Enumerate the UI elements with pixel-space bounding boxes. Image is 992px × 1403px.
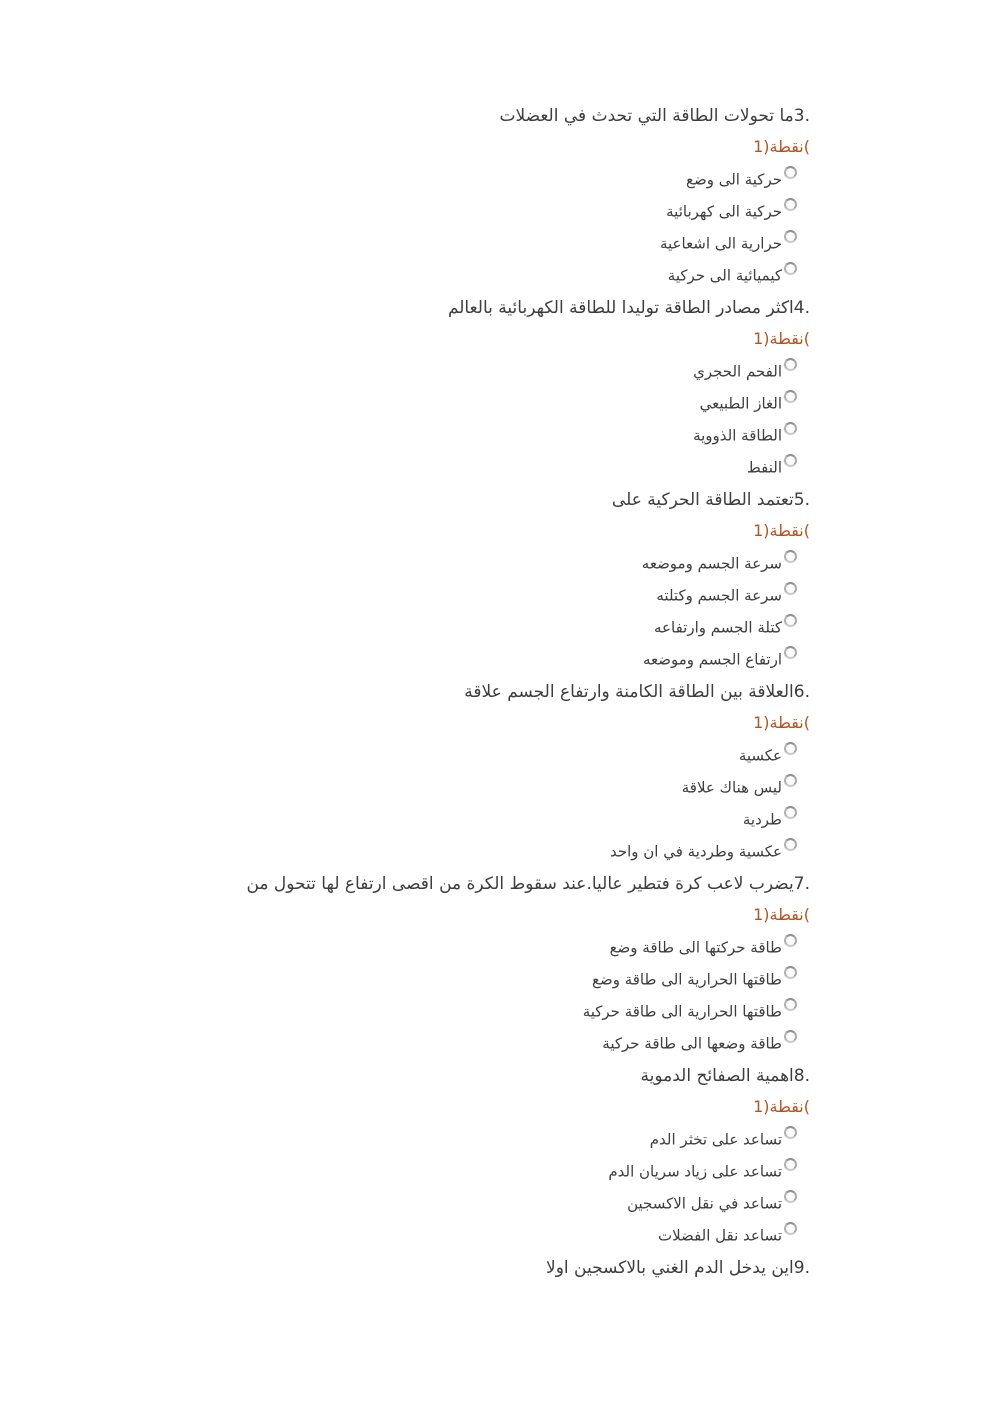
option-label[interactable]: تساعد على تخثر الدم: [649, 1130, 782, 1149]
question-title: .9اين يدخل الدم الغني بالاكسجين اولا: [546, 1258, 810, 1278]
answer-option[interactable]: [20, 611, 810, 643]
question-points: [20, 903, 810, 927]
answer-option[interactable]: [20, 451, 810, 483]
options-group: [20, 355, 810, 483]
option-label[interactable]: طاقة حركتها الى طاقة وضع: [609, 938, 782, 957]
question-title: .7يضرب لاعب كرة فتطير عاليا.عند سقوط الكرة من اقصى ارتفاع لها تتحول من: [246, 874, 810, 894]
option-label[interactable]: الغاز الطبيعي: [699, 394, 782, 413]
answer-option[interactable]: [20, 419, 810, 451]
options-group: [20, 1123, 810, 1251]
option-label[interactable]: طاقتها الحرارية الى طاقة وضع: [591, 970, 782, 989]
answer-option[interactable]: [20, 387, 810, 419]
option-label[interactable]: سرعة الجسم وكتلته: [656, 586, 782, 605]
radio-button-icon[interactable]: [784, 742, 797, 755]
answer-option[interactable]: [20, 163, 810, 195]
question-title: .4اكثر مصادر الطاقة توليدا للطاقة الكهربائية بالعالم: [447, 298, 810, 318]
radio-button-icon[interactable]: [784, 934, 797, 947]
quiz-form: [20, 103, 810, 1281]
radio-button-icon[interactable]: [784, 390, 797, 403]
radio-button-icon[interactable]: [784, 230, 797, 243]
option-label[interactable]: تساعد في نقل الاكسجين: [627, 1194, 782, 1213]
radio-button-icon[interactable]: [784, 582, 797, 595]
options-group: [20, 163, 810, 291]
options-group: [20, 931, 810, 1059]
answer-option[interactable]: [20, 803, 810, 835]
answer-option[interactable]: [20, 835, 810, 867]
options-group: [20, 547, 810, 675]
points-label: 1)نقطة(: [753, 137, 810, 156]
points-label: 1)نقطة(: [753, 713, 810, 732]
option-label[interactable]: عكسية وطردية في ان واحد: [609, 842, 782, 861]
radio-button-icon[interactable]: [784, 998, 797, 1011]
question-points: [20, 327, 810, 351]
radio-button-icon[interactable]: [784, 646, 797, 659]
option-label[interactable]: حرارية الى اشعاعية: [659, 234, 782, 253]
radio-button-icon[interactable]: [784, 1222, 797, 1235]
answer-option[interactable]: [20, 259, 810, 291]
option-label[interactable]: كيميائية الى حركية: [667, 266, 782, 285]
answer-option[interactable]: [20, 547, 810, 579]
radio-button-icon[interactable]: [784, 1126, 797, 1139]
radio-button-icon[interactable]: [784, 966, 797, 979]
option-label[interactable]: طاقتها الحرارية الى طاقة حركية: [582, 1002, 782, 1021]
question-block: [20, 1255, 810, 1281]
question-points: [20, 711, 810, 735]
radio-button-icon[interactable]: [784, 1190, 797, 1203]
answer-option[interactable]: [20, 227, 810, 259]
option-label[interactable]: كتلة الجسم وارتفاعه: [654, 618, 782, 637]
answer-option[interactable]: [20, 579, 810, 611]
answer-option[interactable]: [20, 195, 810, 227]
answer-option[interactable]: [20, 931, 810, 963]
points-label: 1)نقطة(: [753, 329, 810, 348]
question-points: [20, 135, 810, 159]
question-points: [20, 1095, 810, 1119]
answer-option[interactable]: [20, 771, 810, 803]
radio-button-icon[interactable]: [784, 550, 797, 563]
option-label[interactable]: حركية الى وضع: [686, 170, 782, 189]
radio-button-icon[interactable]: [784, 774, 797, 787]
question-block: [20, 1063, 810, 1251]
radio-button-icon[interactable]: [784, 454, 797, 467]
option-label[interactable]: عكسية: [738, 746, 782, 765]
answer-option[interactable]: [20, 355, 810, 387]
question-block: [20, 103, 810, 291]
option-label[interactable]: تساعد نقل الفضلات: [657, 1226, 782, 1245]
answer-option[interactable]: [20, 643, 810, 675]
points-label: 1)نقطة(: [753, 521, 810, 540]
radio-button-icon[interactable]: [784, 806, 797, 819]
question-block: [20, 295, 810, 483]
option-label[interactable]: طاقة وضعها الى طاقة حركية: [602, 1034, 782, 1053]
options-group: [20, 739, 810, 867]
answer-option[interactable]: [20, 1027, 810, 1059]
answer-option[interactable]: [20, 1187, 810, 1219]
option-label[interactable]: النفط: [746, 458, 782, 477]
question-block: [20, 679, 810, 867]
radio-button-icon[interactable]: [784, 166, 797, 179]
option-label[interactable]: ليس هناك علاقة: [681, 778, 782, 797]
answer-option[interactable]: [20, 995, 810, 1027]
answer-option[interactable]: [20, 1219, 810, 1251]
question-block: [20, 871, 810, 1059]
option-label[interactable]: سرعة الجسم وموضعه: [641, 554, 782, 573]
option-label[interactable]: ارتفاع الجسم وموضعه: [642, 650, 782, 669]
radio-button-icon[interactable]: [784, 614, 797, 627]
question-title: .6العلاقة بين الطاقة الكامنة وارتفاع الجسم علاقة: [464, 682, 810, 702]
radio-button-icon[interactable]: [784, 838, 797, 851]
answer-option[interactable]: [20, 1123, 810, 1155]
question-title: .8اهمية الصفائح الدموية: [640, 1066, 810, 1086]
option-label[interactable]: الفحم الحجري: [693, 362, 782, 381]
radio-button-icon[interactable]: [784, 422, 797, 435]
radio-button-icon[interactable]: [784, 358, 797, 371]
option-label[interactable]: تساعد على زياد سريان الدم: [608, 1162, 782, 1181]
option-label[interactable]: حركية الى كهربائية: [666, 202, 782, 221]
question-block: [20, 487, 810, 675]
points-label: 1)نقطة(: [753, 905, 810, 924]
radio-button-icon[interactable]: [784, 1158, 797, 1171]
answer-option[interactable]: [20, 963, 810, 995]
option-label[interactable]: الطاقة الذووية: [693, 426, 782, 445]
radio-button-icon[interactable]: [784, 1030, 797, 1043]
radio-button-icon[interactable]: [784, 262, 797, 275]
points-label: 1)نقطة(: [753, 1097, 810, 1116]
question-title: .5تعتمد الطاقة الحركية على: [611, 490, 810, 510]
answer-option[interactable]: [20, 739, 810, 771]
question-points: [20, 519, 810, 543]
answer-option[interactable]: [20, 1155, 810, 1187]
option-label[interactable]: طردية: [742, 810, 782, 829]
radio-button-icon[interactable]: [784, 198, 797, 211]
question-title: .3ما تحولات الطاقة التي تحدث في العضلات: [499, 106, 810, 126]
